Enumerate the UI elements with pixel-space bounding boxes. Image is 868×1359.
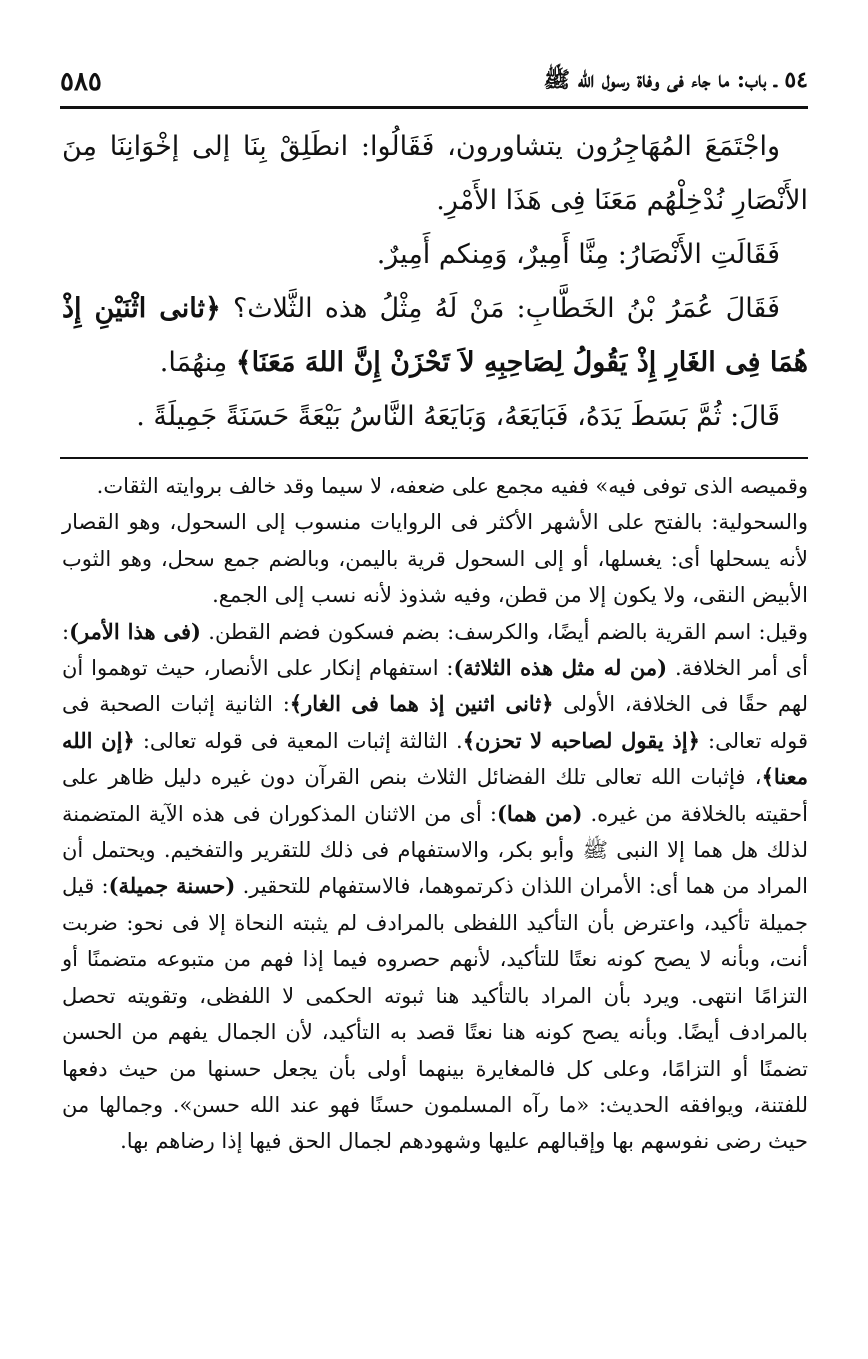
main-paragraph <box>62 120 808 228</box>
commentary-notes <box>62 468 808 1160</box>
note-text: : قيل جميلة تأكيد، واعترض بأن التأكيد اللفظى بالمرادف لم يثبته النحاة إلا فى نحو: ضربت أنت، وبأنه لا يصح كونه نعتًا للتأكيد، لأنهم حصروه فيما إذا فهم من متبوعه متضمنًا أو التزامًا انتهى. ويرد بأن المراد بالتأكيد هنا ثبوته الحكمى لا اللفظى، وتقويته تحصل بالمرادف أيضًا. وبأنه يصح كونه هنا نعتًا قصد به التأكيد، لأن الجمال يفهم من الحسن تضمنًا أو التزامًا، وعلى كل فالمغايرة بينهما أولى بأن يجعل حسنها من حيث دفعها للفتنة، ويوافقه الحديث: «ما رآه المسلمون حسنًا فهو عند الله حسن». وجمالها من حيث رضى نفوسهم بها وإقبالهم عليها وشهودهم لجمال الحق فيها إذا رضاهم بها. <box>62 874 808 1154</box>
main-text-span: قَالَ: ثُمَّ بَسَطَ يَدَهُ، فَبَايَعَهُ، وَبَايَعَهُ النَّاسُ بَيْعَةً حَسَنَةً جَمِيلَةً . <box>136 401 780 432</box>
note-text: : استفهام إنكار على الأنصار، حيث توهموا أن لهم حقًا فى الخلافة، الأولى <box>62 656 808 717</box>
chapter-title: ٥٤ ـ باب: ما جاء فى وفاة رسول الله ﷺ <box>543 67 808 93</box>
note-text: وقميصه الذى توفى فيه» ففيه مجمع على ضعفه، لا سيما وقد خالف بروايته الثقات. <box>96 474 808 498</box>
header-rule <box>60 106 808 109</box>
main-paragraph <box>62 228 808 282</box>
note-text: : الثانية إثبات الصحبة فى قوله تعالى: <box>62 692 809 753</box>
note-keyword: ﴿إذ يقول لصاحبه لا تحزن﴾ <box>462 727 700 753</box>
note-paragraph <box>62 504 808 613</box>
note-text: . الثالثة إثبات المعية فى قوله تعالى: <box>134 728 463 753</box>
main-text-span: واجْتَمَعَ المُهَاجِرُون يتشاورون، فَقَالُوا: انطَلِقْ بِنَا إلى إخْوَانِنَا مِنَ الأَنْصَارِ نُدْخِلْهُم مَعَنَا فِى هَذَا الأَمْرِ. <box>62 131 808 216</box>
main-hadith-text <box>62 120 808 444</box>
main-paragraph <box>62 390 808 444</box>
note-text: : أى أمر الخلافة. <box>62 619 808 681</box>
main-text-span: مِنهُمَا. <box>159 347 228 378</box>
main-text-span: فَقَالَتِ الأَنْصَارُ: مِنَّا أَمِيرٌ، وَمِنكم أَمِيرٌ. <box>376 239 780 270</box>
note-keyword: ﴿ثانى اثنين إذ هما فى الغار﴾ <box>289 691 554 717</box>
note-text: وقيل: اسم القرية بالضم أيضًا، والكرسف: بضم فسكون فضم القطن. <box>200 619 808 644</box>
page-header <box>60 62 808 102</box>
note-keyword: (حسنة جميلة) <box>108 873 236 899</box>
note-keyword: (من له مثل هذه الثلاثة) <box>453 655 668 681</box>
note-paragraph <box>62 468 808 504</box>
note-keyword: (فى هذا الأمر) <box>69 618 201 644</box>
page-number: ٥٨٥ <box>60 67 102 97</box>
note-keyword: (من هما) <box>496 800 583 826</box>
note-paragraph <box>62 614 808 1160</box>
note-keyword: ﴿إن الله معنا﴾ <box>62 727 808 790</box>
note-text: : أى من الاثنان المذكوران فى هذه الآية المتضمنة لذلك هل هما إلا النبى ﷺ وأبو بكر، والاستفهام فى ذلك للتقرير والتفخيم. ويحتمل أن المراد من هما أى: الأمران اللذان ذكرتموهما، فالاستفهام للتحقير. <box>62 801 808 899</box>
quran-quote: ﴿ثانى اثْنَيْنِ إِذْ هُمَا فِى الغَارِ إِذْ يَقُولُ لِصَاحِبِهِ لاَ تَحْزَنْ إِنَّ اللهَ مَعَنَا﴾ <box>62 293 808 378</box>
main-text-span: فَقَالَ عُمَرُ بْنُ الخَطَّابِ: مَنْ لَهُ مِثْلُ هذه الثَّلاث؟ <box>232 293 780 324</box>
footnote-divider <box>60 457 808 459</box>
note-text: والسحولية: بالفتح على الأشهر الأكثر فى الروايات منسوب إلى السحول، وهو القصار لأنه يسحلها أى: يغسلها، أو إلى السحول قرية باليمن، وبالضم جمع سحل، وهو الثوب الأبيض النقى، ولا يكون إلا من قطن، وفيه شذوذ لأنه نسب إلى الجمع. <box>62 510 808 608</box>
main-paragraph <box>62 282 808 390</box>
note-text: ، فإثبات الله تعالى تلك الفضائل الثلاث بنص القرآن دون غيره دليل ظاهر على أحقيته بالخلافة من غيره. <box>62 765 808 826</box>
